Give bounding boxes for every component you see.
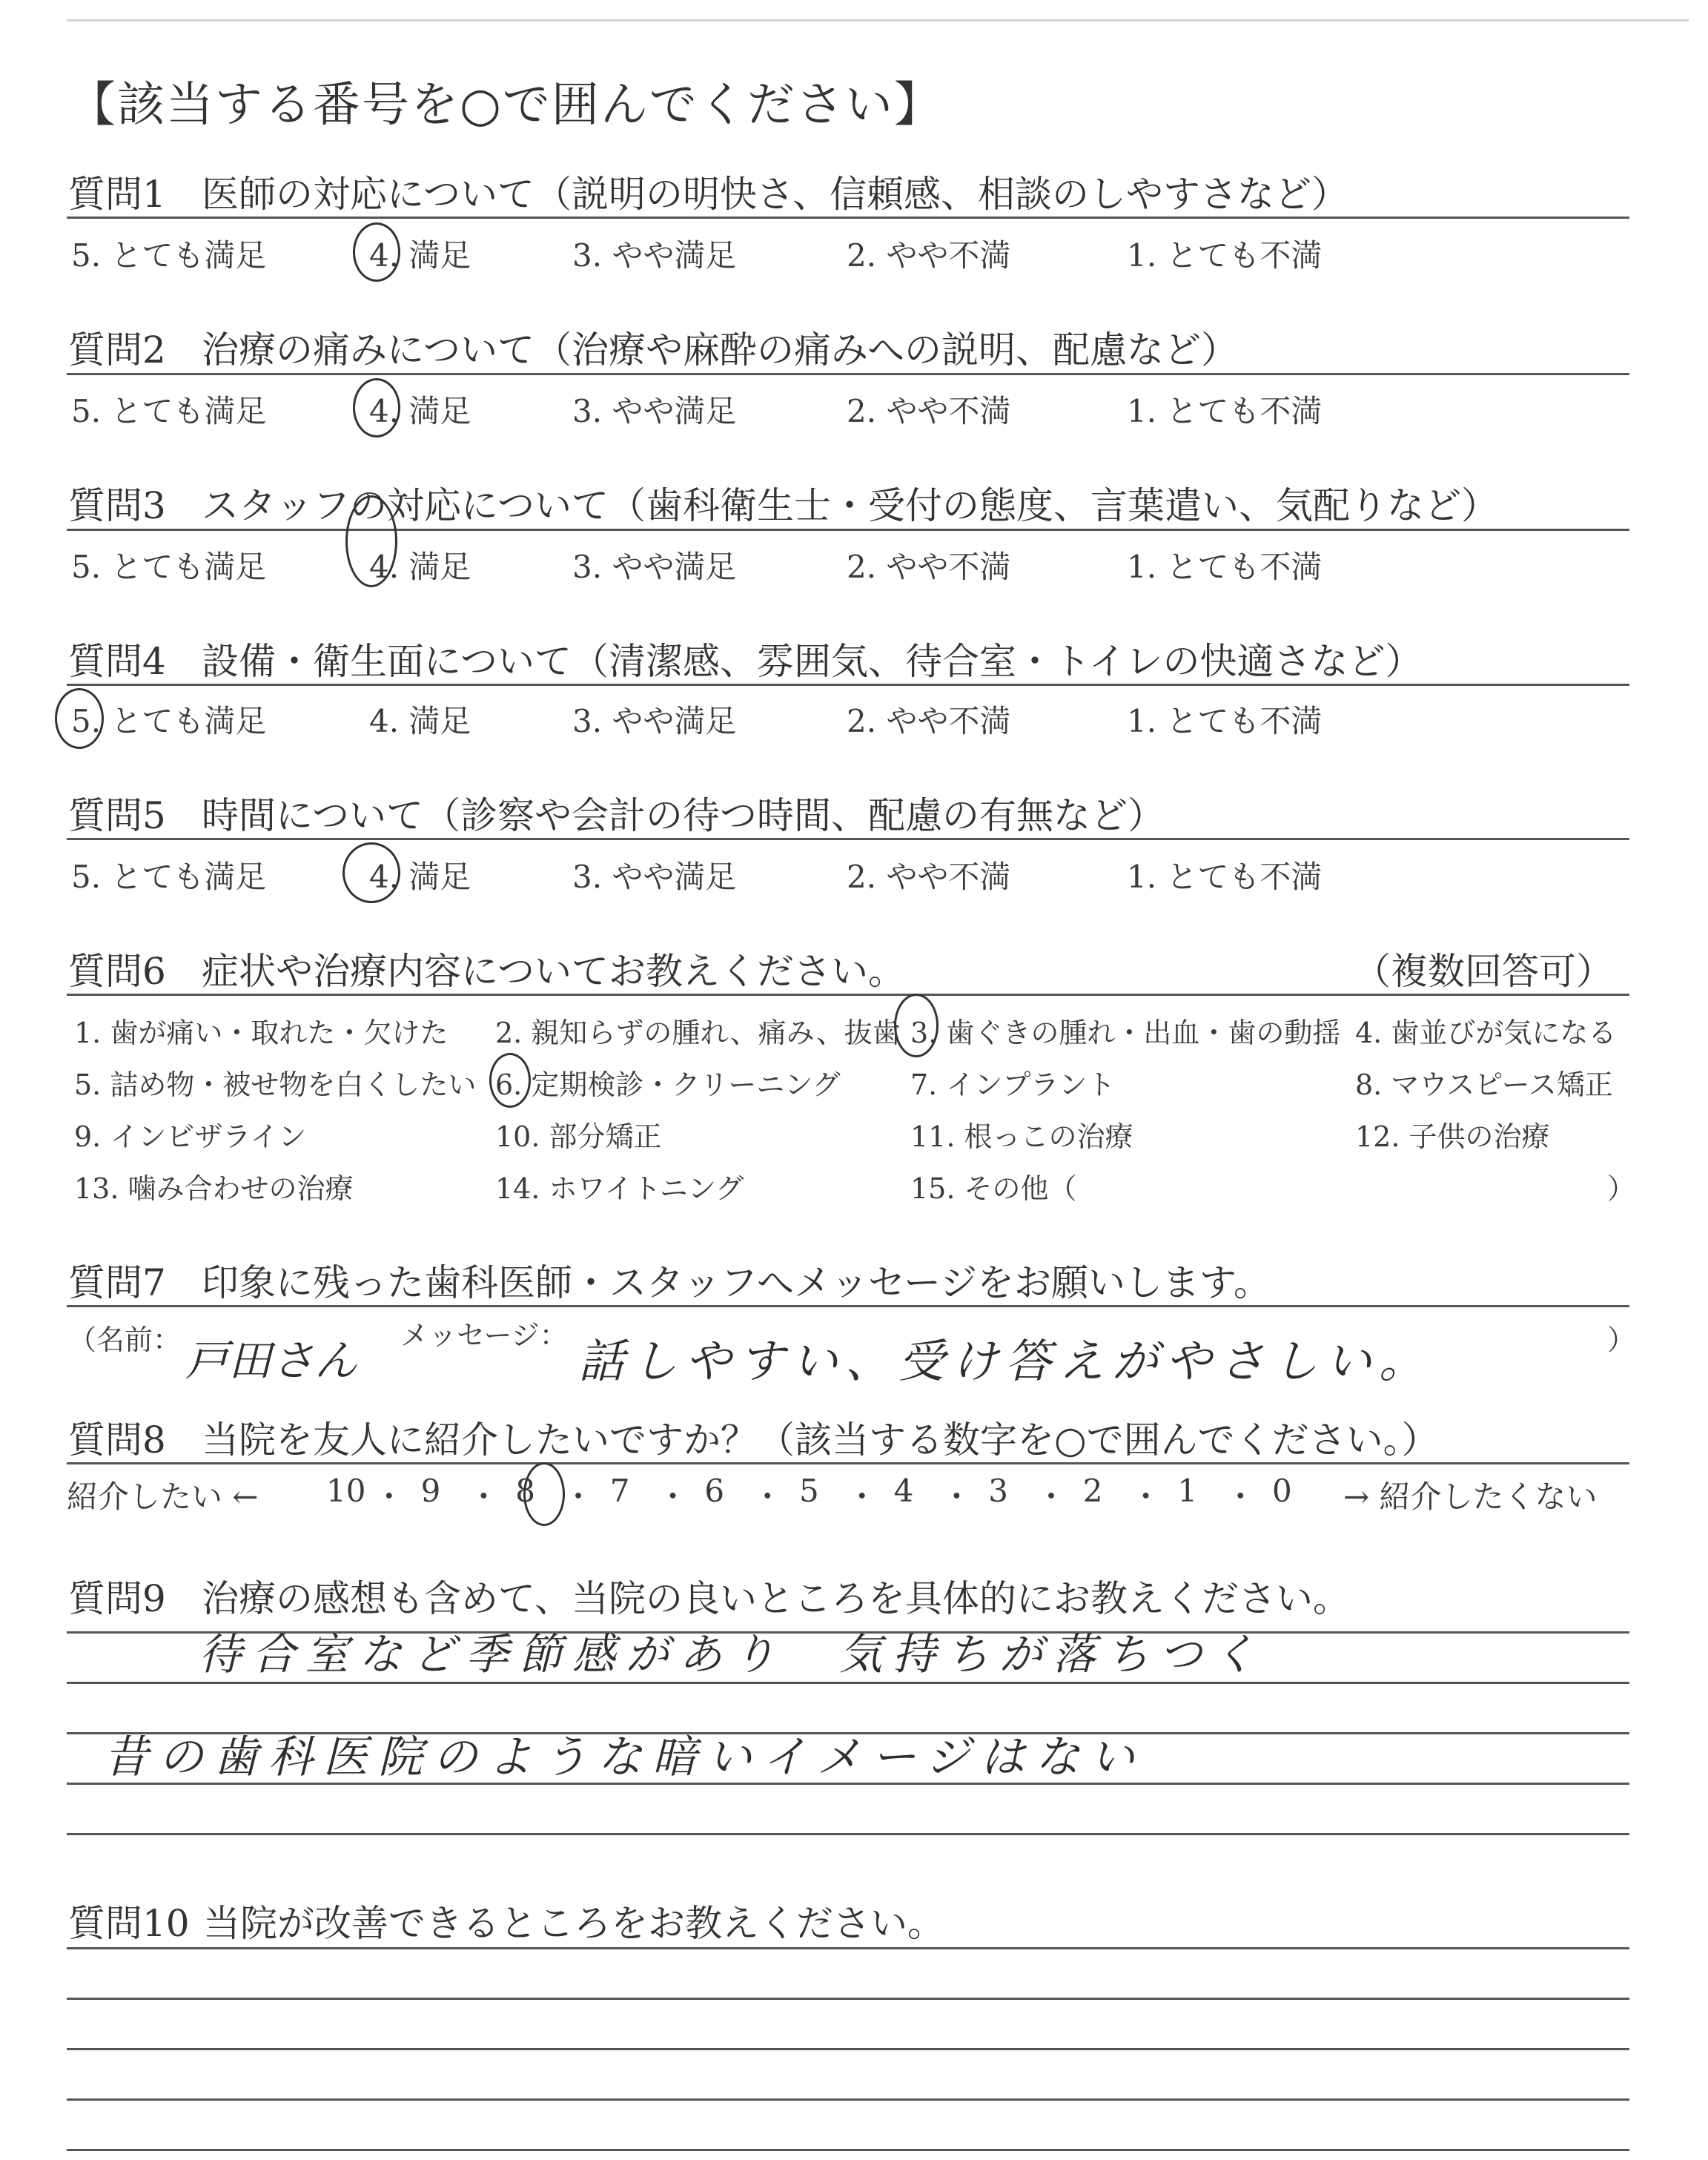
q8-selected-circle: [523, 1462, 565, 1526]
q9-label: 質問9: [68, 1577, 166, 1620]
q4-label: 質問4: [68, 640, 166, 683]
q8-scale-value-10[interactable]: 10: [326, 1473, 366, 1509]
q4-rule: [67, 684, 1629, 686]
q8-scale-dot: ・: [941, 1479, 973, 1515]
q5-rule: [67, 838, 1629, 840]
q4-option-1[interactable]: 1. とても不満: [1127, 703, 1323, 739]
q9-answer-line-1[interactable]: 待合室など季節感があり 気持ちが落ちつく: [199, 1629, 1266, 1680]
q6-option-14[interactable]: 14. ホワイトニング: [495, 1172, 744, 1205]
q9-rule-2: [67, 1682, 1629, 1684]
q2-text: 治療の痛みについて（治療や麻酔の痛みへの説明、配慮など）: [202, 328, 1238, 371]
q6-option-8[interactable]: 8. マウスピース矯正: [1355, 1069, 1613, 1101]
q2-label: 質問2: [68, 328, 166, 371]
q6-option-4[interactable]: 4. 歯並びが気になる: [1355, 1017, 1617, 1049]
q3-option-5[interactable]: 5. とても満足: [71, 549, 267, 585]
q7-close-paren: ）: [1607, 1324, 1636, 1356]
q4-text: 設備・衛生面について（清潔感、雰囲気、待合室・トイレの快適さなど）: [202, 640, 1423, 683]
q5-label: 質問5: [68, 794, 166, 837]
q7-label: 質問7: [68, 1261, 166, 1304]
q1-label: 質問1: [68, 173, 166, 216]
q7-name-value[interactable]: 戸田さん: [185, 1335, 358, 1386]
top-border: [67, 19, 1689, 22]
q3-option-1[interactable]: 1. とても不満: [1127, 549, 1323, 585]
q6-label: 質問6: [68, 950, 166, 993]
q6-option-15-close: ）: [1607, 1172, 1636, 1205]
q9-text: 治療の感想も含めて、当院の良いところを具体的にお教えください。: [202, 1577, 1350, 1620]
q2-option-3[interactable]: 3. やや満足: [572, 393, 737, 429]
q6-option-9[interactable]: 9. インビザライン: [74, 1120, 307, 1153]
q7-name-label: （名前：: [68, 1324, 182, 1356]
q6-option-15[interactable]: 15. その他（: [910, 1172, 1077, 1205]
q5-option-2[interactable]: 2. やや不満: [847, 859, 1011, 895]
q8-scale: [326, 1473, 1320, 1514]
q7-rule: [67, 1305, 1629, 1307]
q6-rule: [67, 994, 1629, 996]
q4-option-5[interactable]: 5. とても満足: [71, 703, 267, 739]
q8-scale-dot: ・: [563, 1479, 595, 1515]
q8-scale-value-9[interactable]: 9: [420, 1473, 441, 1509]
q2-rule: [67, 373, 1629, 375]
q6-option-3[interactable]: 3. 歯ぐきの腫れ・出血・歯の動揺: [910, 1017, 1341, 1049]
q7-message-label: メッセージ：: [400, 1319, 568, 1352]
q10-rule-1: [67, 1947, 1629, 1949]
q1-option-5[interactable]: 5. とても満足: [71, 237, 267, 274]
q6-option-6[interactable]: 6. 定期検診・クリーニング: [495, 1069, 841, 1101]
q8-scale-dot: ・: [468, 1479, 500, 1515]
q5-selected-circle: [342, 842, 400, 903]
q4-selected-circle: [55, 688, 104, 749]
q6-option-10[interactable]: 10. 部分矯正: [495, 1120, 662, 1153]
q8-scale-value-4[interactable]: 4: [893, 1473, 914, 1509]
q5-text: 時間について（診察や会計の待つ時間、配慮の有無など）: [202, 794, 1165, 837]
q5-option-1[interactable]: 1. とても不満: [1127, 859, 1323, 895]
q1-option-3[interactable]: 3. やや満足: [572, 237, 737, 274]
q8-text: 当院を友人に紹介したいですか？（該当する数字を○で囲んでください。）: [202, 1418, 1439, 1462]
q9-answer-line-2[interactable]: 昔の歯科医院のような暗いイメージはない: [104, 1731, 1145, 1783]
q2-option-1[interactable]: 1. とても不満: [1127, 393, 1323, 429]
q6-option-5[interactable]: 5. 詰め物・被せ物を白くしたい: [74, 1069, 477, 1101]
q6-option-12[interactable]: 12. 子供の治療: [1355, 1120, 1550, 1153]
q6-option-3-circle: [894, 994, 939, 1057]
q3-option-4[interactable]: 4. 満足: [369, 549, 471, 585]
q6-option-2[interactable]: 2. 親知らずの腫れ、痛み、抜歯: [495, 1017, 901, 1049]
q8-right-label: → 紹介したくない: [1343, 1479, 1598, 1515]
q6-option-13[interactable]: 13. 噛み合わせの治療: [74, 1172, 354, 1205]
q8-scale-dot: ・: [1036, 1479, 1068, 1515]
q2-selected-circle: [353, 378, 400, 437]
q5-option-3[interactable]: 3. やや満足: [572, 859, 737, 895]
q3-option-3[interactable]: 3. やや満足: [572, 549, 737, 585]
q8-scale-value-0[interactable]: 0: [1272, 1473, 1292, 1509]
q1-selected-circle: [353, 222, 400, 282]
q10-label: 質問10: [68, 1902, 190, 1945]
q1-option-1[interactable]: 1. とても不満: [1127, 237, 1323, 274]
q8-scale-value-2[interactable]: 2: [1082, 1473, 1103, 1509]
q2-option-2[interactable]: 2. やや不満: [847, 393, 1011, 429]
q8-scale-value-6[interactable]: 6: [704, 1473, 725, 1509]
q5-option-5[interactable]: 5. とても満足: [71, 859, 267, 895]
q8-scale-value-3[interactable]: 3: [988, 1473, 1008, 1509]
q7-message-value[interactable]: 話しやすい、受け答えがやさしい。: [578, 1334, 1433, 1388]
q6-option-6-circle: [489, 1053, 531, 1108]
q10-rule-4: [67, 2098, 1629, 2101]
q8-scale-dot: ・: [373, 1479, 405, 1515]
page-title: 【該当する番号を○で囲んでください】: [68, 78, 943, 133]
q3-option-2[interactable]: 2. やや不満: [847, 549, 1011, 585]
q8-label: 質問8: [68, 1418, 166, 1462]
q1-option-4[interactable]: 4. 満足: [369, 237, 471, 274]
q6-text: 症状や治療内容についてお教えください。: [202, 950, 905, 993]
q6-note: （複数回答可）: [1354, 950, 1613, 993]
q8-scale-dot: ・: [846, 1479, 878, 1515]
q6-option-11[interactable]: 11. 根っこの治療: [910, 1120, 1133, 1153]
q3-label: 質問3: [68, 484, 166, 527]
q8-scale-dot: ・: [752, 1479, 784, 1515]
q8-scale-value-5[interactable]: 5: [799, 1473, 819, 1509]
q8-scale-value-8[interactable]: 8: [515, 1473, 535, 1509]
q4-option-4[interactable]: 4. 満足: [369, 703, 471, 739]
q1-rule: [67, 217, 1629, 219]
q8-left-label: 紹介したい ←: [67, 1479, 259, 1515]
q8-scale-dot: ・: [1225, 1479, 1257, 1515]
q6-option-7[interactable]: 7. インプラント: [910, 1069, 1116, 1101]
q10-rule-2: [67, 1998, 1629, 2000]
q10-rule-3: [67, 2048, 1629, 2050]
q3-selected-circle: [345, 495, 397, 587]
q2-option-4[interactable]: 4. 満足: [369, 393, 471, 429]
q8-scale-dot: ・: [1130, 1479, 1162, 1515]
q3-text: スタッフの対応について（歯科衛生士・受付の態度、言葉遣い、気配りなど）: [202, 484, 1498, 527]
q10-rule-5: [67, 2149, 1629, 2151]
q1-option-2[interactable]: 2. やや不満: [847, 237, 1011, 274]
q4-option-3[interactable]: 3. やや満足: [572, 703, 737, 739]
q6-option-1[interactable]: 1. 歯が痛い・取れた・欠けた: [74, 1017, 448, 1049]
q7-text: 印象に残った歯科医師・スタッフへメッセージをお願いします。: [202, 1261, 1271, 1304]
q2-option-5[interactable]: 5. とても満足: [71, 393, 267, 429]
q8-scale-dot: ・: [657, 1479, 689, 1515]
q5-option-4[interactable]: 4. 満足: [369, 859, 471, 895]
q8-scale-value-1[interactable]: 1: [1177, 1473, 1198, 1509]
q3-rule: [67, 529, 1629, 531]
q10-text: 当院が改善できるところをお教えください。: [203, 1902, 944, 1945]
q4-option-2[interactable]: 2. やや不満: [847, 703, 1011, 739]
q9-rule-5: [67, 1833, 1629, 1835]
q8-rule: [67, 1462, 1629, 1464]
q1-text: 医師の対応について（説明の明快さ、信頼感、相談のしやすさなど）: [202, 173, 1348, 216]
q8-scale-value-7[interactable]: 7: [609, 1473, 630, 1509]
